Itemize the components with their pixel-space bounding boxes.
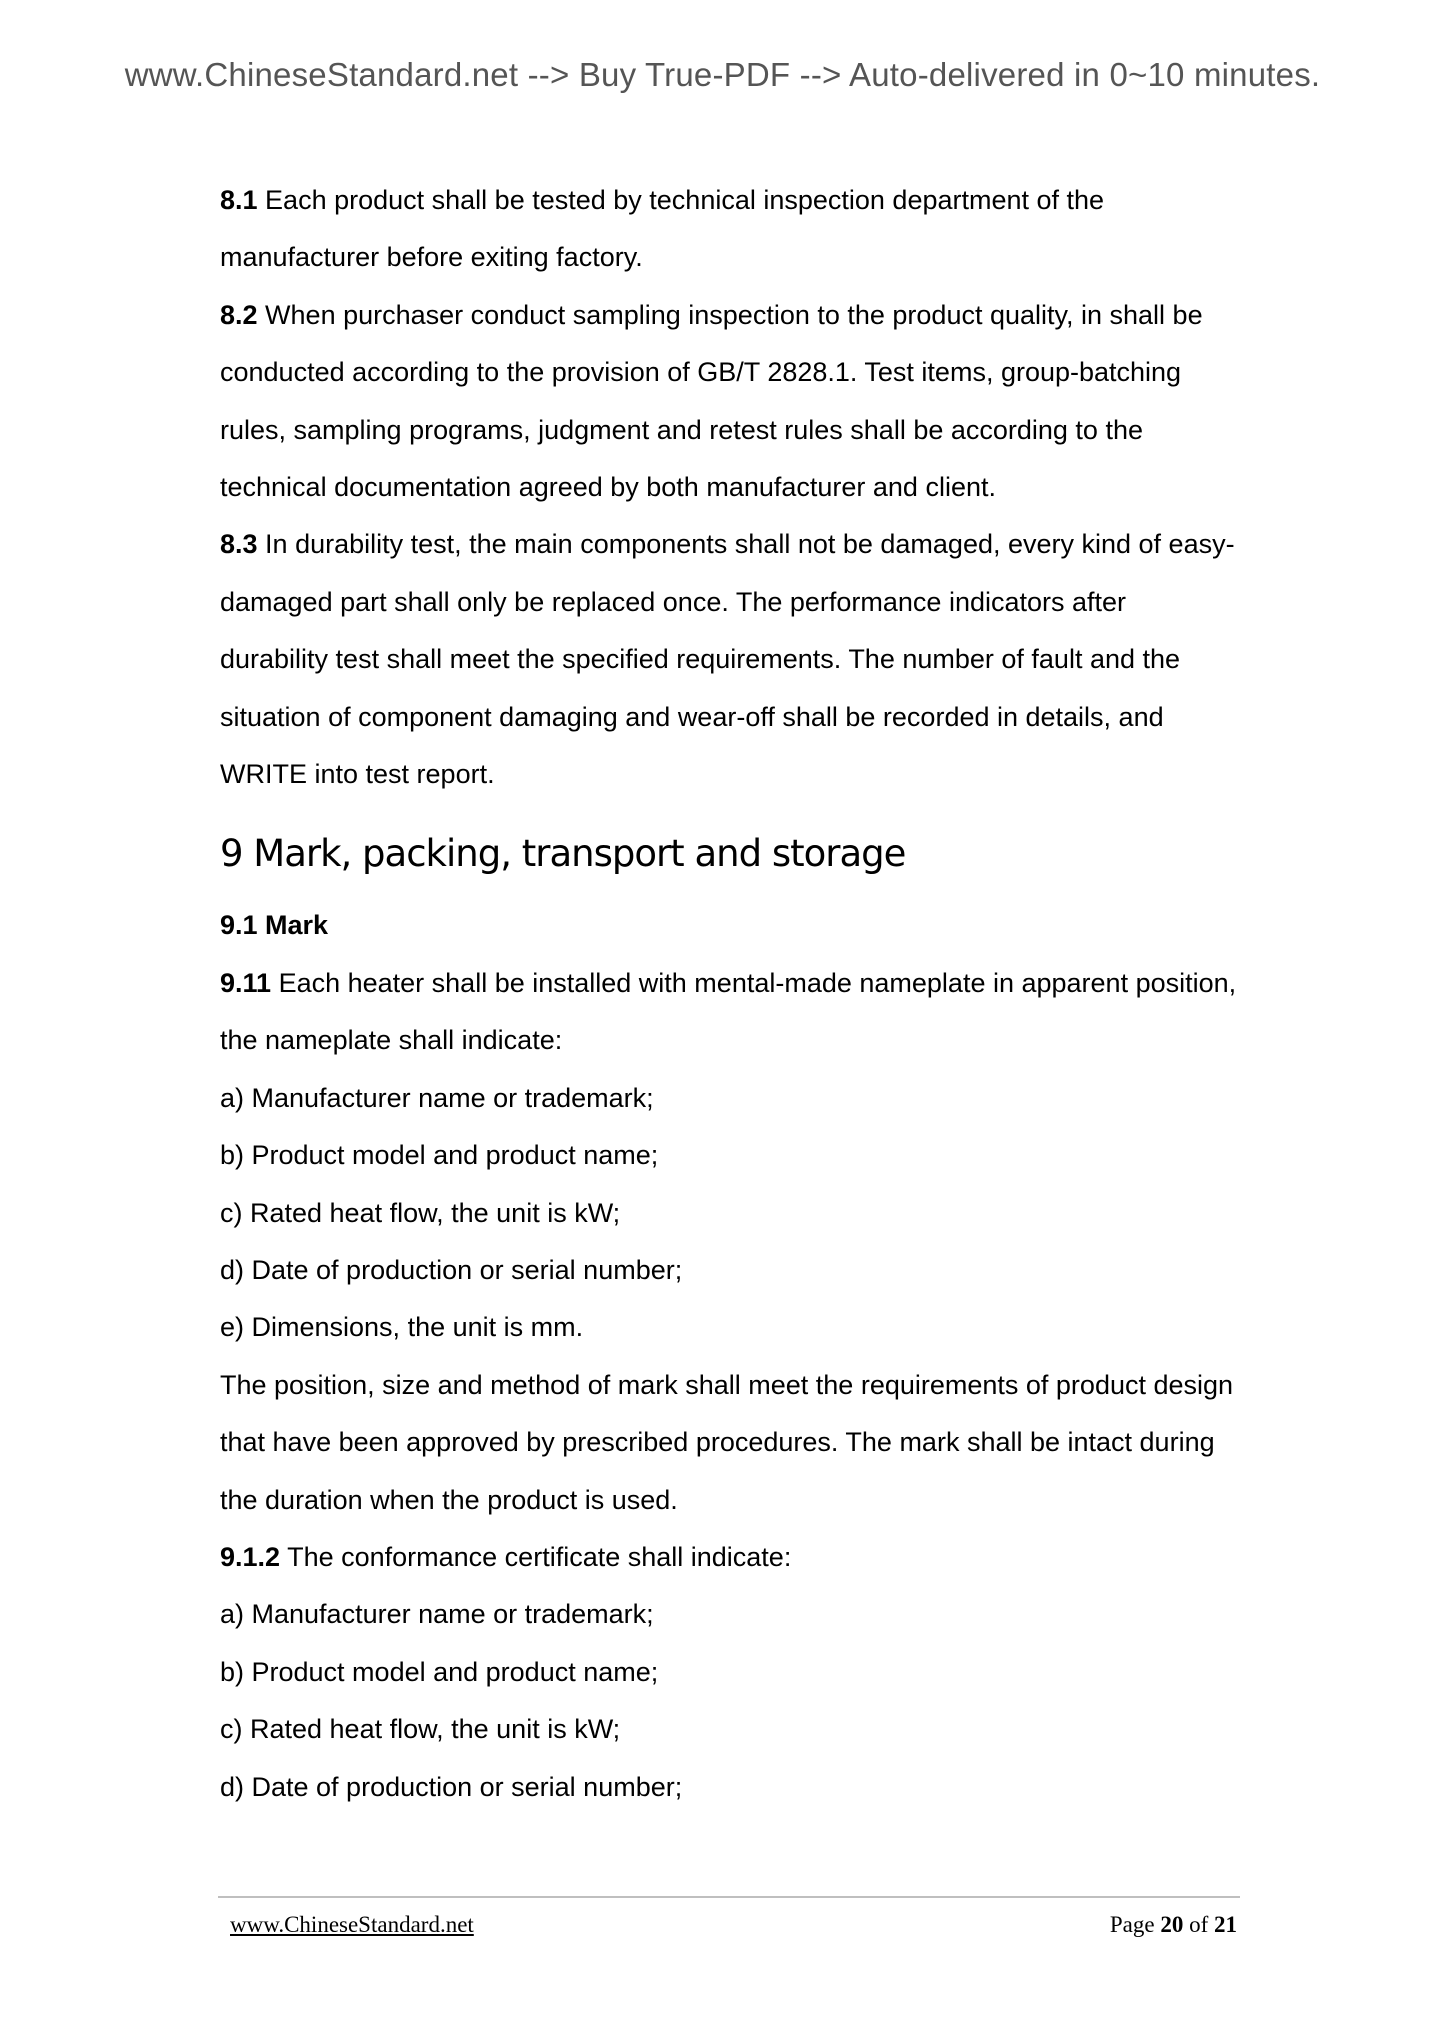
paragraph-8-2 [220, 287, 1237, 517]
paragraph-mark-position: The position, size and method of mark shall meet the requirements of product design that have been approved by prescribed procedures. The mark shall be intact during the duration when the product is used. [220, 1369, 1234, 1515]
list-item: c) Rated heat flow, the unit is kW; [220, 1197, 621, 1228]
clause-number: 9.11 [220, 967, 272, 998]
section-heading-9: 9 Mark, packing, transport and storage [220, 832, 906, 876]
page-number [1110, 1912, 1237, 1938]
paragraph-8-3 [220, 516, 1237, 803]
page-total: 21 [1214, 1912, 1237, 1937]
clause-text: Each heater shall be installed with mental-made nameplate in apparent position, the nameplate shall indicate: [220, 967, 1237, 1056]
subsection-heading-9-1: 9.1 Mark [220, 910, 329, 941]
header-banner[interactable]: www.ChineseStandard.net --> Buy True-PDF --> Auto-delivered in 0~10 minutes. [124, 56, 1321, 93]
clause-number: 8.2 [220, 299, 258, 330]
list-item: c) Rated heat flow, the unit is kW; [220, 1714, 621, 1745]
paragraph-8-1 [220, 172, 1237, 287]
clause-number: 9.1.2 [220, 1541, 281, 1572]
clause-text: Each product shall be tested by technical inspection department of the manufacturer before exiting factory. [220, 185, 1105, 273]
footer-site-link[interactable]: www.ChineseStandard.net [230, 1912, 474, 1937]
clause-text: When purchaser conduct sampling inspection to the product quality, in shall be conducted according to the provision of GB/T 2828.1. Test items, group-batching rules, sampling programs, judgment and retest rules shall be according to the technical documentation agreed by both manufacturer and client. [220, 299, 1203, 503]
list-item: e) Dimensions, the unit is mm. [220, 1312, 584, 1343]
list-item: d) Date of production or serial number; [220, 1254, 683, 1285]
paragraph-9-11 [220, 955, 1237, 1070]
list-item: b) Product model and product name; [220, 1140, 659, 1171]
list-item: d) Date of production or serial number; [220, 1771, 683, 1802]
list-item: a) Manufacturer name or trademark; [220, 1599, 654, 1630]
list-item: a) Manufacturer name or trademark; [220, 1082, 654, 1113]
clause-text: The conformance certificate shall indicate: [280, 1541, 792, 1572]
clause-number: 8.1 [220, 185, 258, 215]
footer-divider [218, 1896, 1240, 1898]
page-of-label: of [1189, 1912, 1209, 1937]
list-item: b) Product model and product name; [220, 1656, 659, 1687]
clause-number: 8.3 [220, 529, 258, 560]
paragraph-9-1-2 [220, 1529, 1237, 1586]
document-body [220, 172, 1237, 1816]
clause-text: In durability test, the main components shall not be damaged, every kind of easy-damaged part shall only be replaced once. The performance indicators after durability test shall meet the specified requirements. The number of fault and the situation of component damaging and wear-off shall be recorded in details, and WRITE into test report. [220, 529, 1235, 790]
page-current: 20 [1160, 1912, 1184, 1937]
page-label: Page [1109, 1912, 1155, 1937]
